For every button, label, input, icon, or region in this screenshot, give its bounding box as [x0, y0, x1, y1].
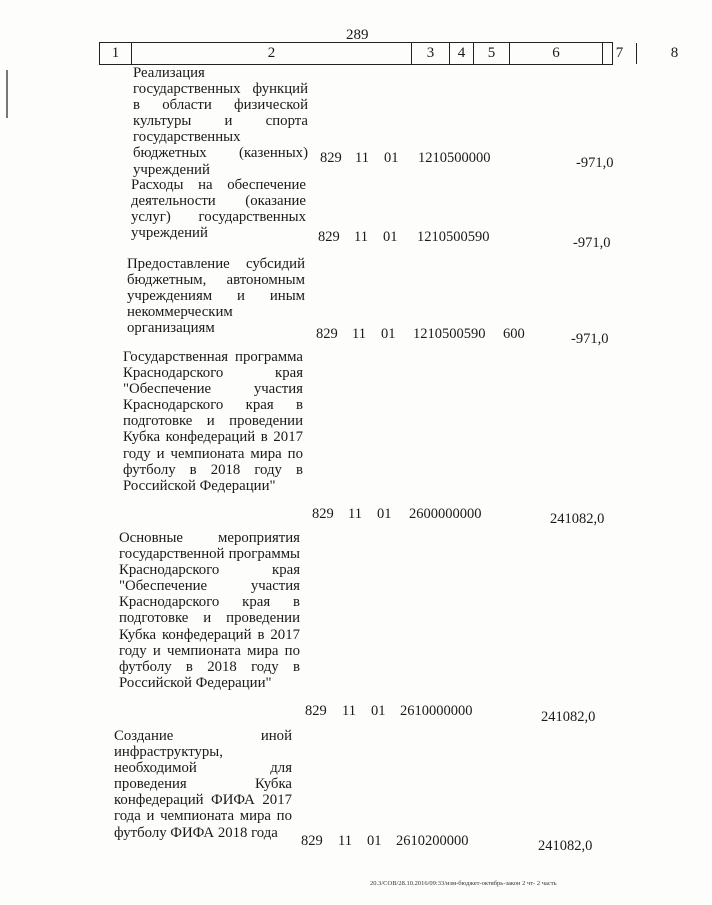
row-col-3: 829 [312, 506, 334, 522]
row-col-4: 11 [348, 506, 362, 522]
row-name: Основные мероприятия государственной программы Краснодарского края "Обеспечение участия Краснодарского края в подготовке и проведении Кубка конфедераций в 2017 году и чемпионата мира по футболу в 2018 году в Российской Федерации" [119, 530, 300, 691]
row-col-6: 1210500590 [417, 229, 490, 245]
row-col-3: 829 [318, 229, 340, 245]
document-footer: 20.3/СОВ/28.10.2016/09:33/изм-бюджет-октябрь-закон 2 чт- 2 часть [370, 880, 557, 887]
row-col-6: 2610000000 [400, 703, 473, 719]
row-col-5: 01 [371, 703, 386, 719]
header-col-3: 3 [412, 43, 450, 64]
row-col-5: 01 [381, 326, 396, 342]
row-col-4: 11 [355, 150, 369, 166]
row-col-8: 241082,0 [550, 511, 605, 527]
header-col-5: 5 [474, 43, 510, 64]
row-col-4: 11 [352, 326, 366, 342]
row-col-5: 01 [367, 833, 382, 849]
row-col-8: 241082,0 [541, 709, 596, 725]
row-col-6: 1210500590 [413, 326, 486, 342]
header-col-6: 6 [510, 43, 603, 64]
row-col-3: 829 [320, 150, 342, 166]
header-col-7: 7 [603, 43, 637, 64]
row-name: Реализация государственных функций в области физической культуры и спорта государственных бюджетных (казенных) учреждений [133, 65, 308, 178]
row-col-8: 241082,0 [538, 838, 593, 854]
row-col-8: -971,0 [576, 155, 614, 171]
header-col-4: 4 [450, 43, 474, 64]
header-col-8: 8 [670, 45, 679, 61]
row-col-3: 829 [305, 703, 327, 719]
row-col-5: 01 [383, 229, 398, 245]
row-name: Государственная программа Краснодарского края "Обеспечение участия Краснодарского края в подготовке и проведении Кубка конфедераций в 2017 году и чемпионата мира по футболу в 2018 году в Российской Федерации" [123, 349, 303, 494]
row-name: Расходы на обеспечение деятельности (оказание услуг) государственных учреждений [131, 177, 306, 242]
row-col-4: 11 [342, 703, 356, 719]
row-col-3: 829 [316, 326, 338, 342]
header-col-1: 1 [100, 43, 132, 64]
row-name: Создание иной инфраструктуры, необходимой для проведения Кубка конфедераций ФИФА 2017 года и чемпионата мира по футболу ФИФА 2018 года [114, 728, 292, 841]
row-col-5: 01 [377, 506, 392, 522]
row-col-6: 2600000000 [409, 506, 482, 522]
row-name: Предоставление субсидий бюджетным, автономным учреждениям и иным некоммерческим организациям [127, 256, 305, 337]
row-col-8: -971,0 [573, 235, 611, 251]
row-col-8: -971,0 [571, 331, 609, 347]
header-col-2: 2 [132, 43, 412, 64]
row-col-4: 11 [354, 229, 368, 245]
row-col-3: 829 [301, 833, 323, 849]
scan-margin-mark [6, 70, 8, 118]
row-col-6: 2610200000 [396, 833, 469, 849]
row-col-4: 11 [338, 833, 352, 849]
row-col-5: 01 [384, 150, 399, 166]
page-number: 289 [346, 27, 369, 43]
table-header [99, 42, 679, 65]
row-col-7: 600 [503, 326, 525, 342]
row-col-6: 1210500000 [418, 150, 491, 166]
